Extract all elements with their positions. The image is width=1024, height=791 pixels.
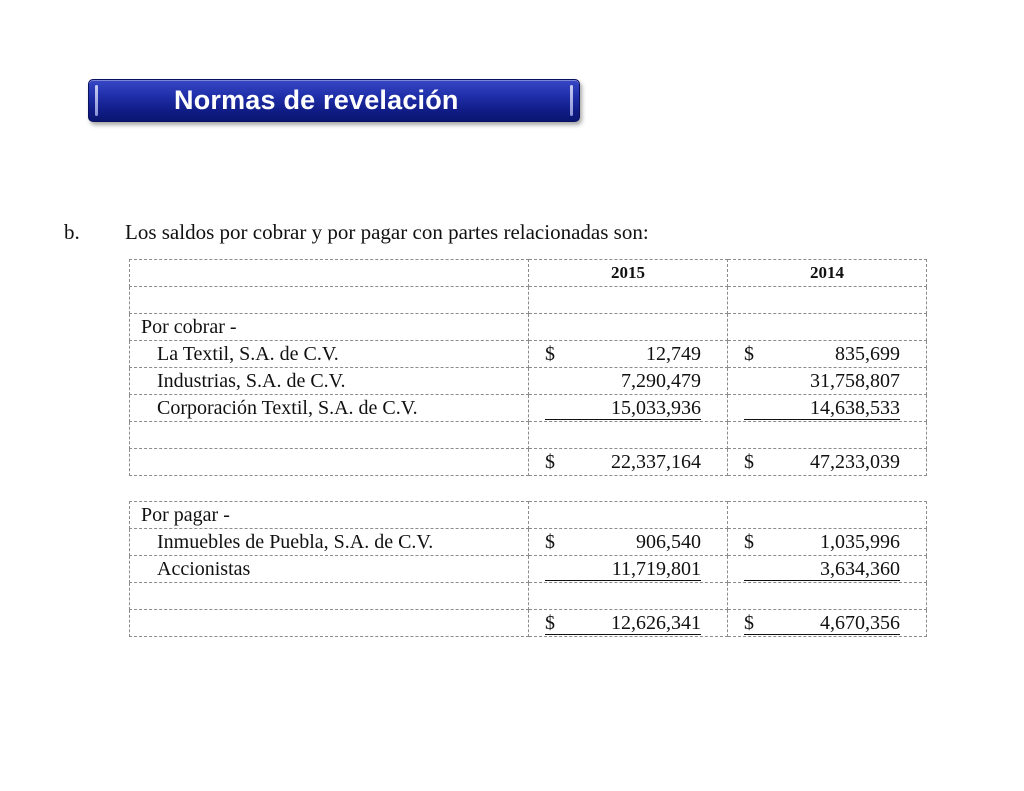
amount: 14,638,533 (810, 397, 900, 419)
currency-symbol: $ (744, 612, 754, 634)
header-year-2015: 2015 (529, 260, 728, 287)
total-row (130, 449, 927, 476)
value-2014 (728, 395, 927, 422)
list-marker: b. (64, 220, 80, 244)
total-2015 (529, 449, 728, 476)
table-row (130, 368, 927, 395)
payables-table (129, 501, 927, 637)
spacer-row (130, 422, 927, 449)
value-2015 (529, 529, 728, 556)
total-2014 (728, 449, 927, 476)
row-label: Corporación Textil, S.A. de C.V. (130, 395, 529, 422)
section-heading-row (130, 314, 927, 341)
total-label-cell (130, 610, 529, 637)
total-2014 (728, 610, 927, 637)
total-amount: 4,670,356 (820, 612, 900, 634)
receivables-table (129, 259, 927, 476)
table-row (130, 341, 927, 368)
amount: 1,035,996 (820, 531, 900, 553)
total-2015 (529, 610, 728, 637)
value-2015 (529, 341, 728, 368)
banner-edge-left (95, 85, 98, 116)
value-2015 (529, 368, 728, 395)
section-heading-row (130, 502, 927, 529)
amount: 12,749 (646, 343, 701, 365)
amount: 906,540 (636, 531, 701, 553)
currency-symbol: $ (545, 451, 555, 473)
spacer-row (130, 583, 927, 610)
value-2014 (728, 341, 927, 368)
total-row (130, 610, 927, 637)
page-title: Normas de revelación (174, 85, 459, 115)
intro-text: Los saldos por cobrar y por pagar con partes relacionadas son: (125, 220, 649, 244)
row-label: Industrias, S.A. de C.V. (130, 368, 529, 395)
amount: 15,033,936 (611, 397, 701, 419)
currency-symbol: $ (744, 343, 754, 365)
amount: 835,699 (835, 343, 900, 365)
spacer-row (130, 287, 927, 314)
section-title-banner (88, 79, 580, 122)
header-year-2014: 2014 (728, 260, 927, 287)
table-row (130, 395, 927, 422)
value-2014 (728, 529, 927, 556)
value-2014 (728, 368, 927, 395)
total-amount: 47,233,039 (810, 451, 900, 473)
amount: 7,290,479 (621, 370, 701, 392)
currency-symbol: $ (545, 612, 555, 634)
currency-symbol: $ (545, 531, 555, 553)
table-row (130, 556, 927, 583)
total-label-cell (130, 449, 529, 476)
table-row (130, 529, 927, 556)
banner-edge-right (570, 85, 573, 116)
value-2015 (529, 395, 728, 422)
payables-heading: Por pagar - (130, 502, 529, 529)
receivables-heading: Por cobrar - (130, 314, 529, 341)
value-2015 (529, 556, 728, 583)
row-label: La Textil, S.A. de C.V. (130, 341, 529, 368)
amount: 3,634,360 (820, 558, 900, 580)
amount: 31,758,807 (810, 370, 900, 392)
header-row (130, 260, 927, 287)
currency-symbol: $ (744, 531, 754, 553)
row-label: Accionistas (130, 556, 529, 583)
currency-symbol: $ (744, 451, 754, 473)
row-label: Inmuebles de Puebla, S.A. de C.V. (130, 529, 529, 556)
total-amount: 12,626,341 (611, 612, 701, 634)
header-label-cell (130, 260, 529, 287)
amount: 11,719,801 (611, 558, 701, 580)
total-amount: 22,337,164 (611, 451, 701, 473)
value-2014 (728, 556, 927, 583)
currency-symbol: $ (545, 343, 555, 365)
